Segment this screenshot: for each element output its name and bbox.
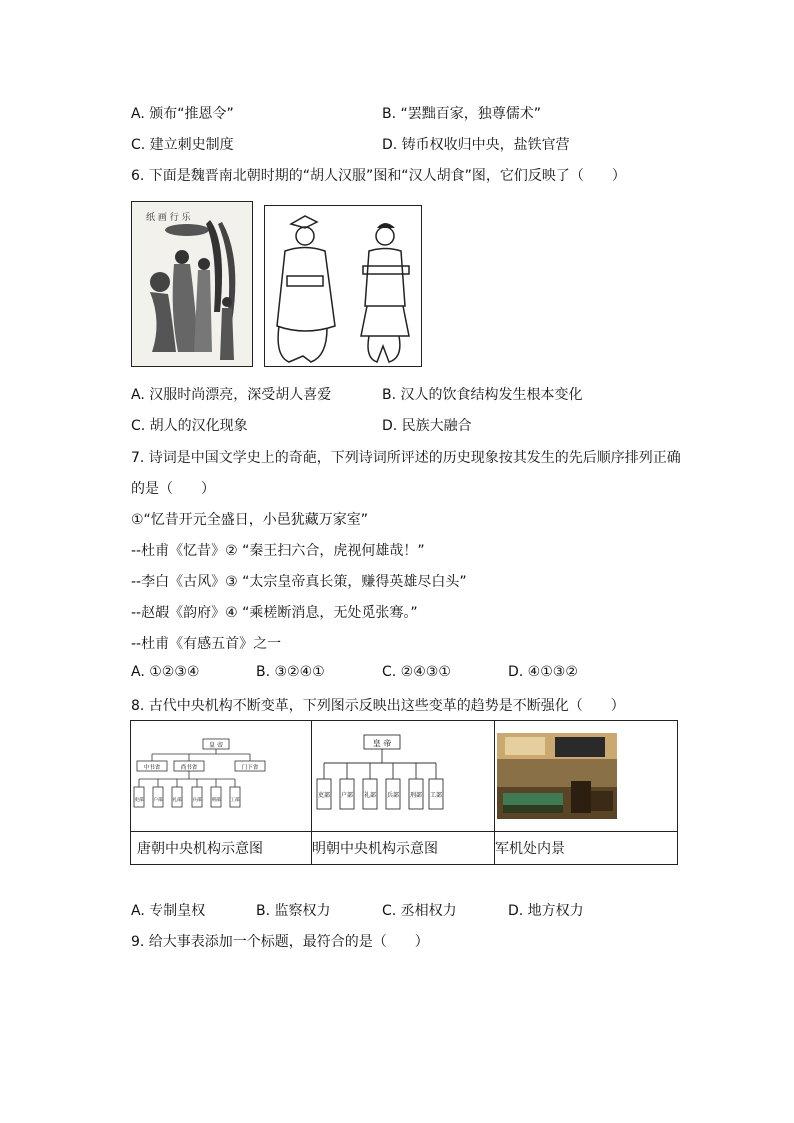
q5-option-b: B. “罢黜百家，独尊儒术” (382, 106, 542, 122)
ming-dept-li: 吏部 (317, 792, 331, 799)
q6-option-b: B. 汉人的饮食结构发生根本变化 (382, 387, 583, 403)
q7-poem-line3: --李白《古风》③ “太宗皇帝真长策，赚得英雄尽白头” (131, 574, 467, 590)
q8-stem: 8. 古代中央机构不断变革，下列图示反映出这些变革的趋势是不断强化（ ） (131, 698, 625, 714)
q7-poem-line4: --赵嘏《韵府》④ “乘槎断消息，无处觅张骞。” (131, 605, 418, 621)
tang-dept-gong: 工部 (230, 798, 240, 803)
q5-option-d: D. 铸币权收归中央，盐铁官营 (382, 137, 570, 153)
han-figure-drawing (265, 206, 421, 366)
q8-option-a: A. 专制皇权 (131, 903, 206, 919)
q7-option-b: B. ③②④① (256, 664, 325, 680)
q7-poem-line1: ①“忆昔开元全盛日，小邑犹藏万家室” (131, 512, 369, 528)
q5-option-a: A. 颁布“推恩令” (131, 106, 234, 122)
q9-stem: 9. 给大事表添加一个标题，最符合的是（ ） (131, 934, 429, 950)
tang-zhongshu-box: 中书省 (143, 765, 161, 771)
ming-caption: 明朝中央机构示意图 (312, 832, 495, 865)
ming-dept-rites: 礼部 (363, 792, 377, 799)
q7-stem-line1: 7. 诗词是中国文学史上的奇葩，下列诗词所评述的历史现象按其发生的先后顺序排列正确 (131, 450, 681, 466)
q7-option-d: D. ④①③② (508, 664, 578, 680)
q8-option-b: B. 监察权力 (256, 903, 331, 919)
tang-menxia-box: 门下省 (241, 765, 259, 771)
ming-dept-xing: 刑部 (409, 792, 423, 799)
ming-emperor-box: 皇 帝 (372, 739, 392, 748)
tang-emperor-box: 皇 帝 (209, 742, 223, 749)
q8-option-d: D. 地方权力 (508, 903, 584, 919)
q7-poem-line5: --杜甫《有感五首》之一 (131, 636, 282, 652)
junjichu-photo-cell (495, 721, 678, 832)
tang-shangshu-box: 尚书省 (180, 765, 198, 771)
q6-stem: 6. 下面是魏晋南北朝时期的“胡人汉服”图和“汉人胡食”图，它们反映了（ ） (131, 168, 626, 184)
q7-poem-line2: --杜甫《忆昔》② “秦王扫六合，虎视何雄哉！” (131, 543, 425, 559)
ming-dept-bing: 兵部 (386, 792, 400, 799)
tang-dept-li: 吏部 (134, 798, 144, 803)
q7-option-c: C. ②④③① (382, 664, 451, 680)
q6-option-a: A. 汉服时尚漂亮，深受胡人喜爱 (131, 387, 332, 403)
q7-stem-line2: 的是（ ） (131, 481, 215, 497)
hu-wearing-han-clothes-figure (131, 201, 253, 367)
tang-chart-cell (131, 721, 312, 832)
ming-dept-gong: 工部 (429, 792, 443, 799)
svg-text:纸 画 行 乐: 纸 画 行 乐 (146, 213, 191, 223)
tang-dept-hu: 户部 (153, 798, 163, 803)
tang-dept-xing: 刑部 (211, 798, 221, 803)
q6-option-c: C. 胡人的汉化现象 (131, 418, 248, 434)
central-institutions-table (130, 720, 678, 865)
q5-option-c: C. 建立刺史制度 (131, 137, 234, 153)
tang-dept-rites: 礼部 (172, 798, 182, 803)
q7-option-a: A. ①②③④ (131, 664, 200, 680)
q6-option-d: D. 民族大融合 (382, 418, 472, 434)
ming-org-chart (312, 721, 494, 827)
junjichu-caption: 军机处内景 (495, 832, 678, 865)
hu-figure-drawing (132, 202, 252, 366)
q8-option-c: C. 丞相权力 (382, 903, 457, 919)
ming-chart-cell (312, 721, 495, 832)
ming-dept-hu: 户部 (340, 792, 354, 799)
han-eating-hu-food-figure (264, 205, 422, 367)
tang-dept-bing: 兵部 (192, 798, 202, 803)
tang-caption: 唐朝中央机构示意图 (131, 832, 312, 865)
junjichu-interior-photo (495, 721, 677, 827)
tang-org-chart (131, 721, 311, 827)
